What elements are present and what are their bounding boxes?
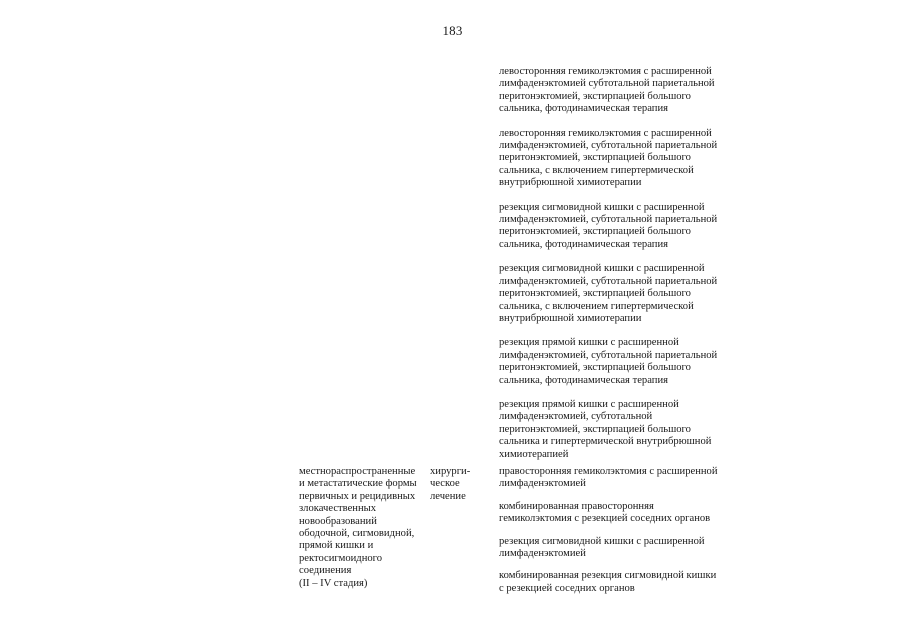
treatment-entry: резекция прямой кишки с расширенной лимфаденэктомией, субтотальной париетальной перитонэктомией, экстирпацией большого сальника, фотодинамическая терапия — [499, 337, 718, 386]
page-number: 183 — [442, 23, 463, 38]
treatment-entry: комбинированная правосторонняя гемиколэктомия с резекцией соседних органов — [499, 500, 711, 525]
treatment-entry: левосторонняя гемиколэктомия с расширенной лимфаденэктомией субтотальной париетальной перитонэктомией, экстирпацией большого сальника, фотодинамическая терапия — [499, 66, 715, 115]
treatment-entry: резекция сигмовидной кишки с расширенной лимфаденэктомией — [499, 535, 705, 560]
treatment-entry: резекция прямой кишки с расширенной лимфаденэктомией, субтотальной перитонэктомией, экстирпацией большого сальника и гипертермической внутрибрюшной химиотерапией — [499, 398, 712, 460]
treatment-entry: резекция сигмовидной кишки с расширенной лимфаденэктомией, субтотальной париетальной перитонэктомией, экстирпацией большого сальника, с включением гипертермической внутрибрюшной химиотерапии — [499, 263, 718, 324]
treatment-entry: резекция сигмовидной кишки с расширенной лимфаденэктомией, субтотальной париетальной перитонэктомией, экстирпацией большого сальника, фотодинамическая терапия — [499, 201, 718, 250]
treatment-type-cell: хирурги- ческое лечение — [430, 466, 471, 502]
upper-treatment-list — [499, 66, 729, 461]
treatment-entry: правосторонняя гемиколэктомия с расширенной лимфаденэктомией — [499, 466, 718, 490]
diagnosis-cell: местнораспространенные и метастатические формы первичных и рецидивных злокачественных новообразований ободочной, сигмовидной, прямой кишки и ректосигмоидного соединения (II – IV стадия) — [299, 466, 417, 589]
treatment-entry: левосторонняя гемиколэктомия с расширенной лимфаденэктомией, субтотальной париетальной перитонэктомией, экстирпацией большого сальника, с включением гипертермической внутрибрюшной химиотерапии — [499, 127, 718, 189]
lower-treatment-list — [499, 466, 729, 595]
treatment-entry: комбинированная резекция сигмовидной кишки с резекцией соседних органов — [499, 570, 717, 594]
